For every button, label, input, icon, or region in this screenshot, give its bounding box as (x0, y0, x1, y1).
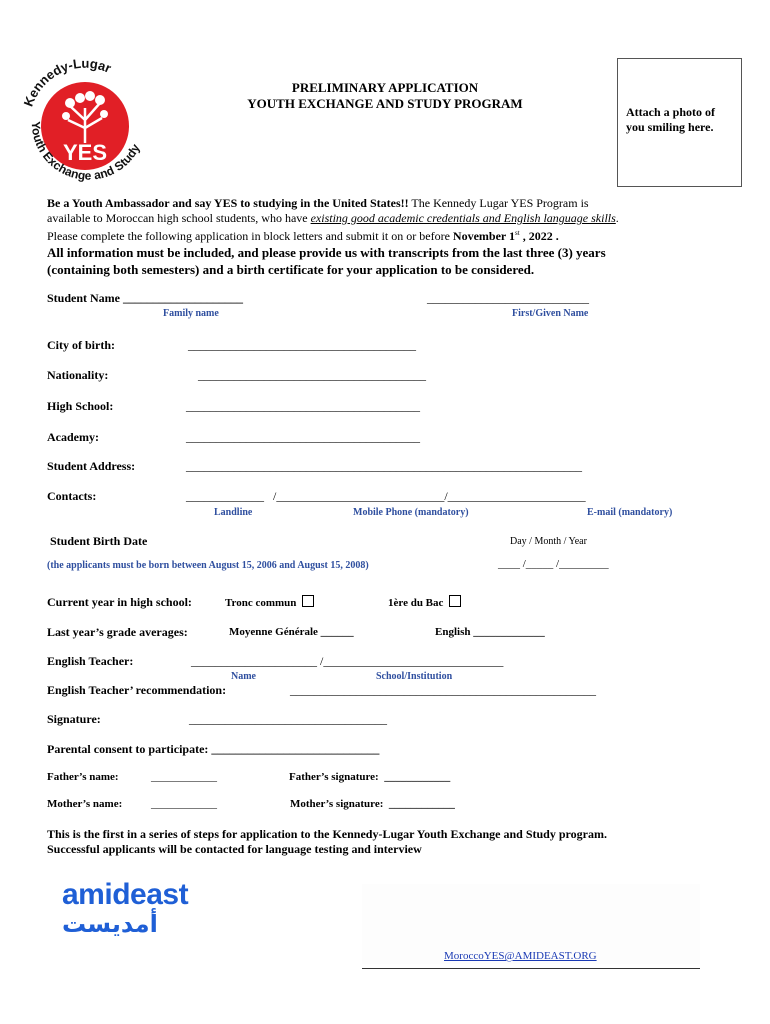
birth-date-field[interactable]: ____ /_____ /_________ (498, 558, 609, 570)
tronc-commun-checkbox[interactable] (302, 595, 314, 607)
amideast-logo: amideast أمديست (62, 878, 189, 938)
email-label: E-mail (mandatory) (587, 507, 673, 518)
academy-label: Academy: (47, 430, 99, 444)
father-signature-field[interactable]: Father’s signature: ____________ (289, 771, 451, 783)
bac-option[interactable]: 1ère du Bac (388, 595, 461, 610)
photo-box[interactable]: Attach a photo of you smiling here. (617, 58, 742, 187)
mother-name-field[interactable]: ____________ (151, 798, 217, 810)
family-name-label: Family name (163, 308, 219, 319)
contact-block (362, 884, 700, 969)
address-label: Student Address: (47, 459, 136, 473)
mother-signature-field[interactable]: Mother’s signature: ____________ (290, 798, 455, 810)
landline-label: Landline (214, 507, 253, 518)
city-field[interactable]: ______________________________________ (188, 338, 416, 352)
intro-text: Be a Youth Ambassador and say YES to studying in the United States!! The Kennedy Lugar YES Program is available to Moroccan high school students, who have existing good academic credentials and English language skills. Please complete the following application in block letters and submit it on or before November 1st , 2022 . (47, 196, 619, 243)
page-title: PRELIMINARY APPLICATION YOUTH EXCHANGE AND STUDY PROGRAM (247, 80, 523, 111)
address-field[interactable]: __________________________________________________________________ (186, 459, 582, 473)
birth-note: (the applicants must be born between August 15, 2006 and August 15, 2008) (47, 560, 369, 571)
birth-date-label: Student Birth Date (50, 534, 148, 548)
contact-email-link[interactable]: MoroccoYES@AMIDEAST.ORG (444, 950, 597, 962)
teacher-label: English Teacher: (47, 654, 134, 668)
academy-field[interactable]: _______________________________________ (186, 430, 420, 444)
recommendation-field[interactable]: ___________________________________________________ (290, 683, 596, 697)
father-name-label: Father’s name: (47, 771, 119, 783)
grades-label: Last year’s grade averages: (47, 625, 188, 639)
teacher-field[interactable]: _____________________ /______________________________ (191, 654, 504, 668)
signature-field[interactable]: _________________________________ (189, 712, 387, 726)
yes-logo (10, 48, 160, 198)
logo-arc-bottom: Youth Exchange and Study (28, 121, 143, 183)
moyenne-field[interactable]: Moyenne Générale ______ (229, 626, 354, 638)
dmy-label: Day / Month / Year (510, 536, 587, 547)
bac-checkbox[interactable] (449, 595, 461, 607)
father-name-field[interactable]: ____________ (151, 771, 217, 783)
closing-note: This is the first in a series of steps for application to the Kennedy-Lugar Youth Exchange and Study program. Successful applicants will be contacted for language testing and interview (47, 827, 607, 856)
nationality-label: Nationality: (47, 368, 109, 382)
recommendation-label: English Teacher’ recommendation: (47, 683, 227, 697)
logo-arc-top: Kennedy-Lugar (20, 55, 114, 109)
logo-yes-text: YES (62, 140, 108, 165)
given-name-field[interactable]: ___________________________ (427, 291, 589, 305)
given-name-label: First/Given Name (512, 308, 589, 319)
nationality-field[interactable]: ______________________________________ (198, 368, 426, 382)
city-label: City of birth: (47, 338, 115, 352)
high-school-field[interactable]: _______________________________________ (186, 399, 420, 413)
student-name-field[interactable]: Student Name ____________________ (47, 291, 244, 305)
parental-consent-field[interactable]: Parental consent to participate: ____________________________ (47, 742, 380, 756)
contacts-field[interactable]: _____________ /____________________________/_______________________ (186, 489, 586, 503)
high-school-label: High School: (47, 399, 114, 413)
requirements-text: All information must be included, and please provide us with transcripts from the last three (3) years (containing both semesters) and a birth certificate for your application to be considered. (47, 245, 606, 277)
mobile-label: Mobile Phone (mandatory) (353, 507, 469, 518)
teacher-name-label: Name (231, 671, 256, 682)
current-year-label: Current year in high school: (47, 595, 192, 609)
teacher-school-label: School/Institution (376, 671, 453, 682)
tronc-commun-option[interactable]: Tronc commun (225, 595, 314, 610)
mother-name-label: Mother’s name: (47, 798, 123, 810)
signature-label: Signature: (47, 712, 101, 726)
contacts-label: Contacts: (47, 489, 97, 503)
english-grade-field[interactable]: English _____________ (435, 626, 545, 638)
